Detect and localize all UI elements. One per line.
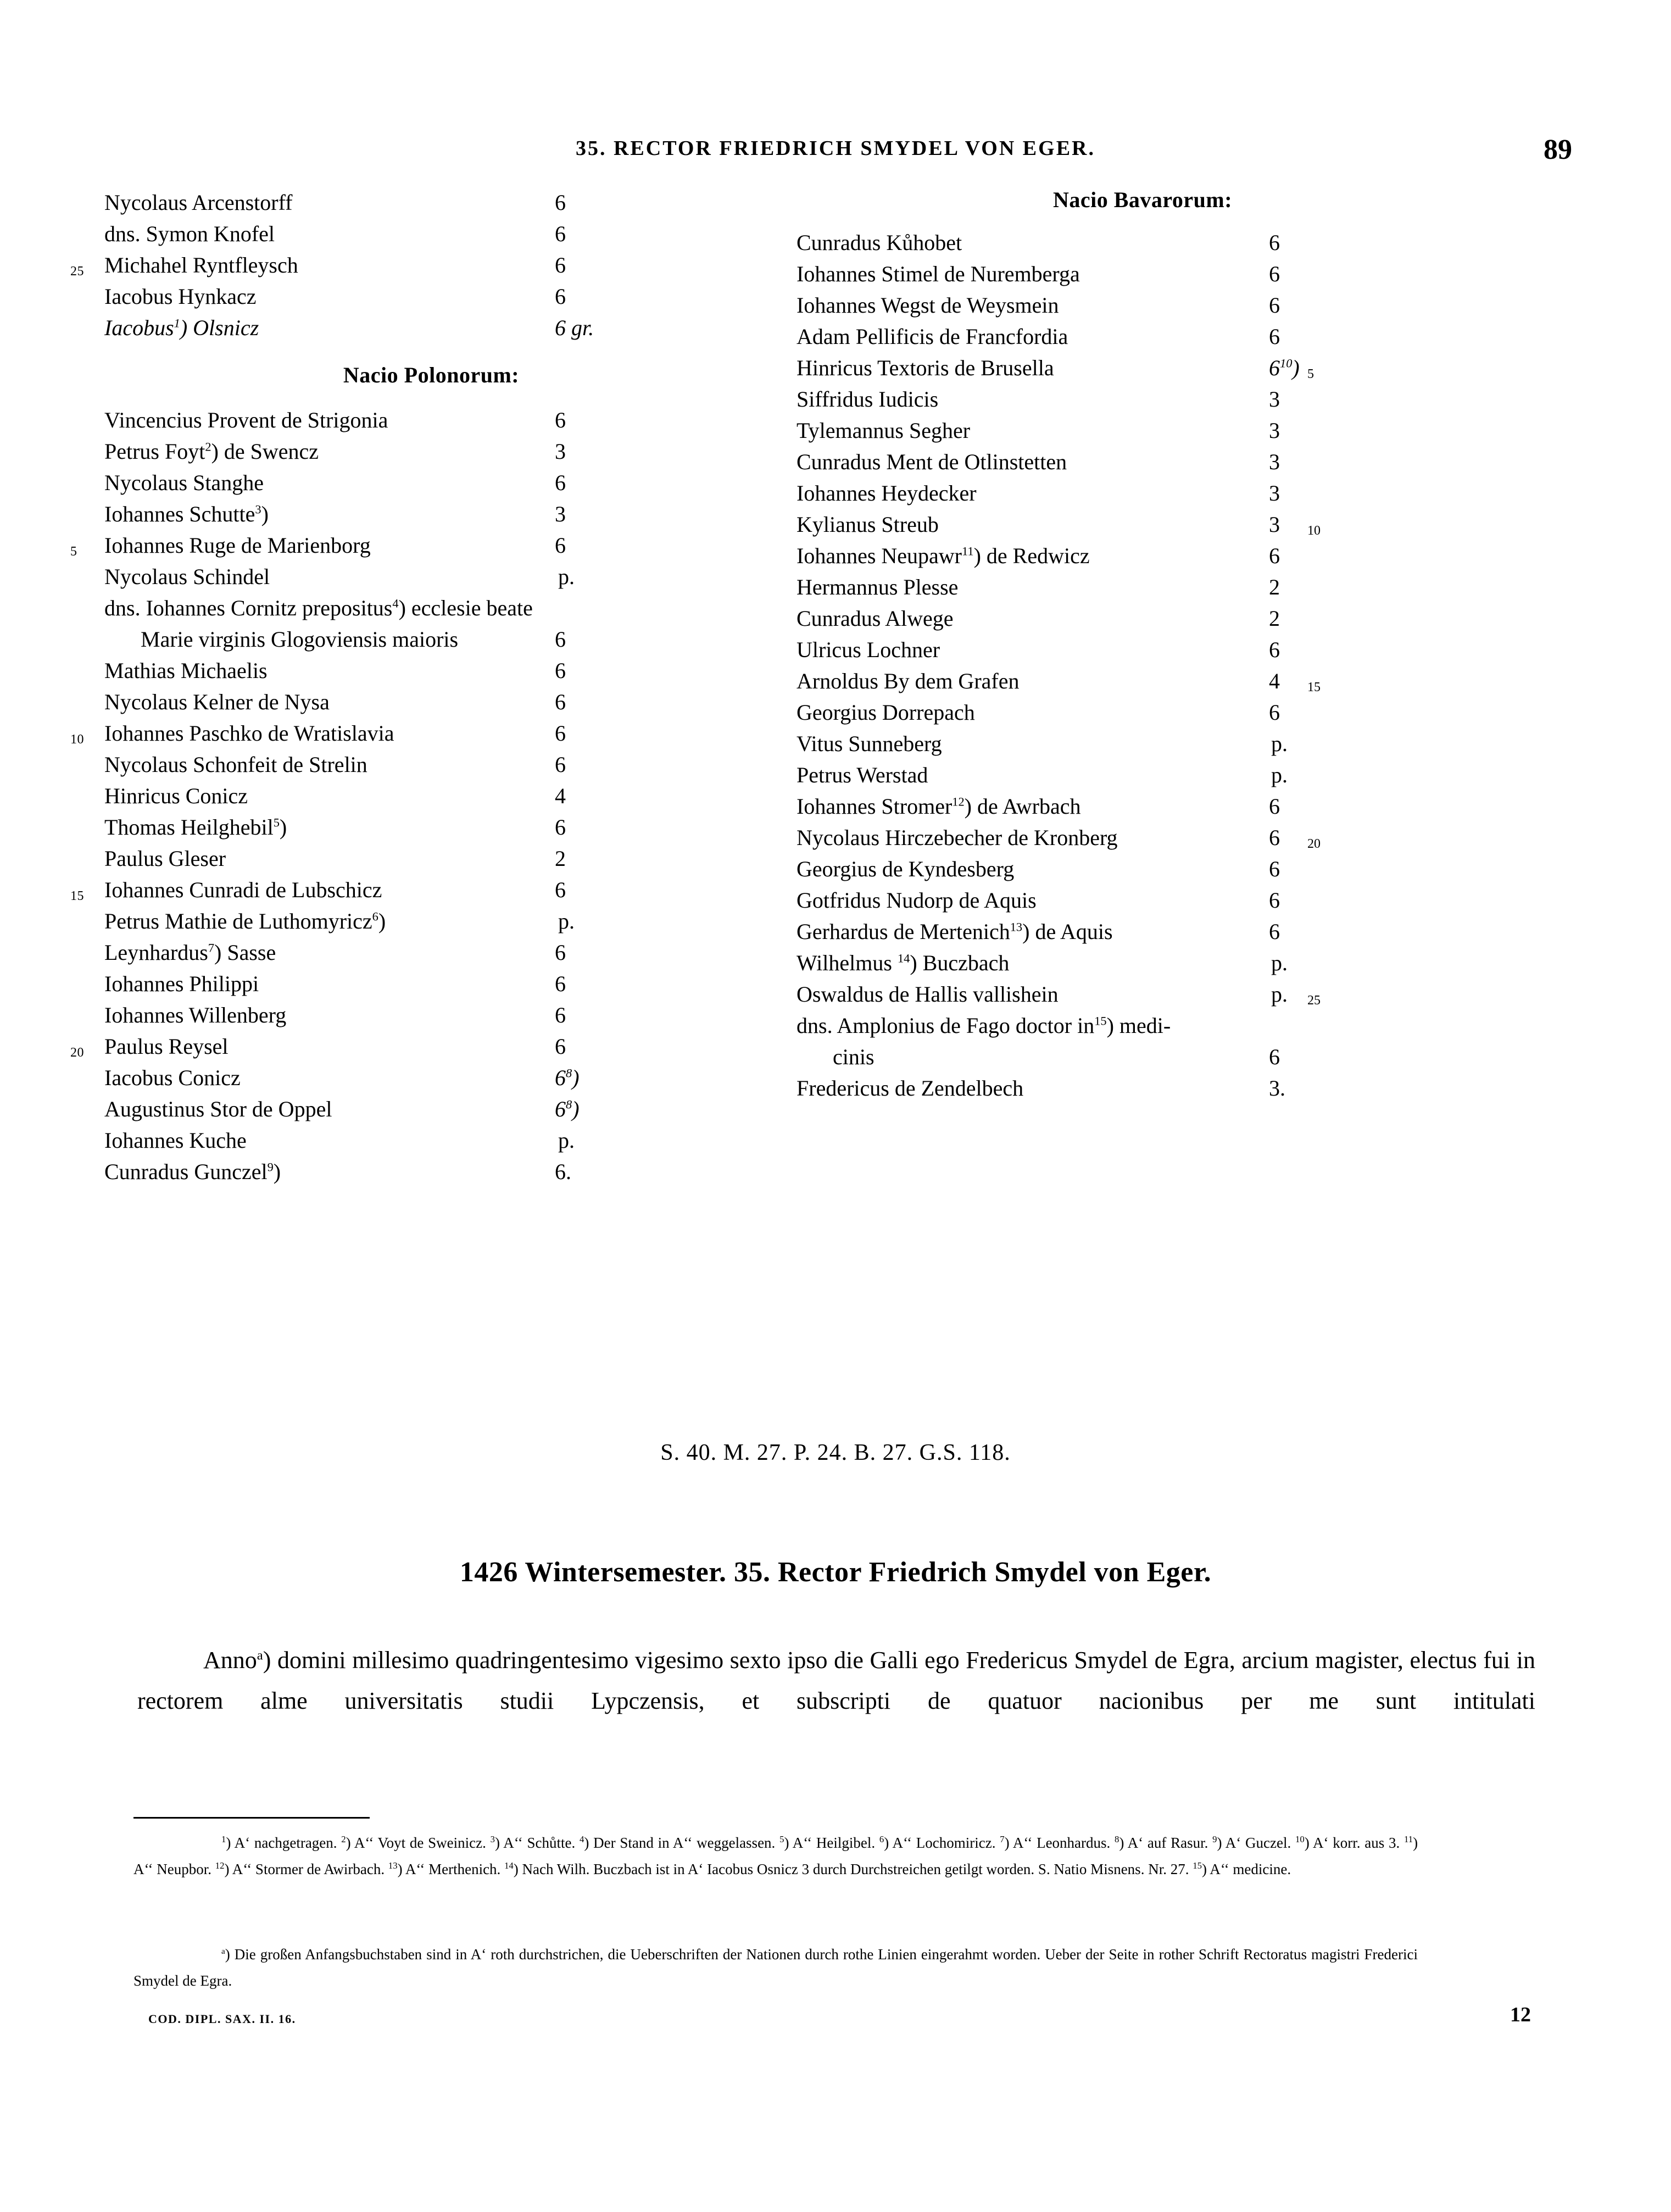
entry-name: Petrus Werstad bbox=[796, 763, 928, 787]
entry-name: Petrus Foyt$^2$) de Swencz bbox=[104, 439, 319, 464]
register-entry bbox=[796, 1010, 1489, 1041]
entry-name: Nycolaus Arcenstorff bbox=[104, 190, 293, 215]
register-entry bbox=[796, 258, 1489, 290]
entry-amount: 3 bbox=[1269, 449, 1280, 474]
register-entry bbox=[104, 1062, 758, 1093]
section-heading: 1426 Wintersemester. 35. Rector Friedrich Smydel von Eger. bbox=[459, 1557, 1212, 1588]
entry-amount: p. bbox=[1271, 982, 1288, 1007]
entry-name: Georgius Dorrepach bbox=[796, 700, 975, 725]
entry-name: dns. Symon Knofel bbox=[104, 221, 275, 246]
entry-amount: $6^8$) bbox=[555, 1097, 580, 1121]
entry-name: Iohannes Schutte$^3$) bbox=[104, 502, 269, 526]
entry-amount: $6^8$) bbox=[555, 1065, 580, 1090]
entry-line-number: 20 bbox=[1307, 837, 1321, 851]
entry-name: dns. Iohannes Cornitz prepositus$^4$) ecclesie beate bbox=[104, 596, 533, 620]
entry-name: Georgius de Kyndesberg bbox=[796, 857, 1015, 881]
entry-amount: 3 bbox=[555, 439, 566, 464]
right-column bbox=[796, 187, 1489, 1104]
register-entry bbox=[104, 968, 758, 999]
continued-entry-list bbox=[70, 187, 758, 343]
entry-amount: 3 bbox=[555, 502, 566, 526]
entry-name: Hinricus Conicz bbox=[104, 783, 248, 808]
register-entry bbox=[796, 697, 1489, 728]
entry-name: Iohannes Paschko de Wratislavia bbox=[104, 721, 394, 746]
entry-amount: 6. bbox=[555, 1159, 571, 1184]
register-entry bbox=[796, 446, 1489, 477]
entry-amount: 2 bbox=[555, 846, 566, 871]
entry-amount: 6 bbox=[555, 1034, 566, 1059]
entry-amount: p. bbox=[558, 564, 575, 589]
register-entry bbox=[796, 634, 1489, 665]
entry-amount: p. bbox=[558, 1128, 575, 1153]
register-entry bbox=[104, 218, 758, 249]
entry-line-number: 15 bbox=[70, 889, 84, 903]
entry-name: Hermannus Plesse bbox=[796, 575, 959, 599]
register-entry bbox=[104, 498, 758, 530]
entry-amount: 6 bbox=[555, 877, 566, 902]
entry-name: Augustinus Stor de Oppel bbox=[104, 1097, 332, 1121]
register-entry bbox=[104, 561, 758, 592]
register-entry bbox=[796, 477, 1489, 509]
entry-amount: 6 bbox=[1269, 230, 1280, 255]
entry-line-number: 25 bbox=[1307, 993, 1321, 1008]
register-entry bbox=[104, 624, 758, 655]
register-entry bbox=[796, 947, 1489, 979]
register-entry bbox=[796, 665, 1489, 697]
entry-name: Nycolaus Schonfeit de Strelin bbox=[104, 752, 367, 777]
entry-amount: 6 bbox=[1269, 324, 1280, 349]
register-entry bbox=[104, 780, 758, 812]
entry-amount: 6 bbox=[1269, 637, 1280, 662]
entry-amount: 6 bbox=[555, 221, 566, 246]
entry-name: Oswaldus de Hallis vallishein bbox=[796, 982, 1059, 1007]
entry-amount: 6 bbox=[555, 533, 566, 558]
entry-name: Wilhelmus $^{14}$) Buczbach bbox=[796, 951, 1010, 975]
entry-name: Iohannes Willenberg bbox=[104, 1003, 287, 1027]
entry-amount: 6 bbox=[555, 690, 566, 714]
entry-name: Vincencius Provent de Strigonia bbox=[104, 408, 388, 432]
entry-amount: 4 bbox=[1269, 669, 1280, 693]
register-entry bbox=[70, 874, 758, 905]
register-entry bbox=[104, 999, 758, 1031]
entry-name: Vitus Sunneberg bbox=[796, 731, 942, 756]
entry-amount: 6 bbox=[1269, 1044, 1280, 1069]
register-entry bbox=[796, 509, 1489, 540]
nation-totals-summary: S. 40. M. 27. P. 24. B. 27. G.S. 118. bbox=[660, 1440, 1011, 1465]
entry-name: Michahel Ryntfleysch bbox=[104, 253, 298, 277]
entry-amount: 6 bbox=[555, 408, 566, 432]
entry-amount: 6 bbox=[555, 721, 566, 746]
entry-amount: 6 bbox=[555, 470, 566, 495]
entry-name: Iacobus$^1$) Olsnicz bbox=[104, 315, 259, 340]
register-entry bbox=[104, 312, 758, 343]
register-entry bbox=[796, 415, 1489, 446]
register-entry bbox=[796, 822, 1489, 853]
register-entry bbox=[796, 916, 1489, 947]
register-entry bbox=[796, 540, 1489, 571]
entry-name: cinis bbox=[833, 1044, 875, 1069]
entry-line-number: 5 bbox=[1307, 367, 1314, 381]
entry-line-number: 20 bbox=[70, 1046, 84, 1060]
register-entry bbox=[796, 728, 1489, 759]
entry-amount: 6 bbox=[555, 940, 566, 965]
page-folio-number: 89 bbox=[1544, 134, 1572, 165]
register-entry bbox=[796, 321, 1489, 352]
register-entry bbox=[70, 530, 758, 561]
register-entry bbox=[796, 1041, 1489, 1072]
entry-name: Petrus Mathie de Luthomyricz$^6$) bbox=[104, 909, 386, 933]
entry-name: Fredericus de Zendelbech bbox=[796, 1076, 1024, 1101]
entry-name: Siffridus Iudicis bbox=[796, 387, 939, 412]
register-entry bbox=[104, 1093, 758, 1125]
sheet-number: 12 bbox=[1510, 2003, 1531, 2026]
entry-name: Cunradus Alwege bbox=[796, 606, 954, 631]
entry-name: Nycolaus Schindel bbox=[104, 564, 270, 589]
running-head bbox=[0, 136, 1671, 160]
register-entry bbox=[104, 937, 758, 968]
entry-name: Nycolaus Stanghe bbox=[104, 470, 264, 495]
entry-amount: p. bbox=[558, 909, 575, 933]
register-entry bbox=[70, 249, 758, 281]
entry-name: Gerhardus de Mertenich$^{13}$) de Aquis bbox=[796, 919, 1113, 944]
entry-amount: 6 bbox=[1269, 888, 1280, 913]
entry-name: Iohannes Neupawr$^{11}$) de Redwicz bbox=[796, 543, 1090, 568]
printer-signature-mark: COD. DIPL. SAX. II. 16. bbox=[148, 2012, 296, 2026]
register-entry bbox=[104, 749, 758, 780]
register-entry bbox=[104, 404, 758, 436]
entry-name: Nycolaus Kelner de Nysa bbox=[104, 690, 330, 714]
register-entry bbox=[796, 384, 1489, 415]
footnote-separator-rule bbox=[133, 1817, 370, 1819]
nacio-bavarorum-heading: Nacio Bavarorum: bbox=[1052, 187, 1233, 212]
entry-amount: 6 bbox=[555, 190, 566, 215]
running-head-title: 35. RECTOR FRIEDRICH SMYDEL VON EGER. bbox=[575, 137, 1096, 160]
entry-name: Mathias Michaelis bbox=[104, 658, 268, 683]
lettered-footnote bbox=[133, 1941, 1418, 1994]
register-entry bbox=[796, 791, 1489, 822]
entry-name: Iohannes Cunradi de Lubschicz bbox=[104, 877, 382, 902]
register-entry bbox=[104, 905, 758, 937]
register-entry bbox=[104, 655, 758, 686]
entry-amount: 6 bbox=[1269, 919, 1280, 944]
register-entry bbox=[104, 1125, 758, 1156]
entry-amount: 3 bbox=[1269, 481, 1280, 505]
entry-amount: 3 bbox=[1269, 512, 1280, 537]
register-entry bbox=[796, 352, 1489, 384]
entry-name: Iohannes Stimel de Nuremberga bbox=[796, 262, 1080, 286]
entry-name: Ulricus Lochner bbox=[796, 637, 940, 662]
entry-amount: p. bbox=[1271, 951, 1288, 975]
entry-name: Paulus Gleser bbox=[104, 846, 226, 871]
register-entry bbox=[796, 759, 1489, 791]
entry-name: Iohannes Wegst de Weysmein bbox=[796, 293, 1059, 318]
entry-amount: 6 bbox=[555, 971, 566, 996]
register-entry bbox=[104, 843, 758, 874]
entry-line-number: 5 bbox=[70, 544, 77, 559]
register-entry bbox=[796, 1072, 1489, 1104]
entry-amount: 3 bbox=[1269, 418, 1280, 443]
register-entry bbox=[796, 853, 1489, 885]
register-entry bbox=[70, 718, 758, 749]
entry-amount: 3 bbox=[1269, 387, 1280, 412]
entry-line-number: 10 bbox=[70, 732, 84, 747]
entry-amount: 6 bbox=[555, 1003, 566, 1027]
entry-line-number: 25 bbox=[70, 264, 84, 279]
entry-name: Iohannes Ruge de Marienborg bbox=[104, 533, 371, 558]
entry-name: Arnoldus By dem Grafen bbox=[796, 669, 1020, 693]
register-entry bbox=[104, 436, 758, 467]
entry-amount: 6 bbox=[1269, 825, 1280, 850]
register-entry bbox=[104, 592, 758, 624]
register-entry bbox=[796, 603, 1489, 634]
entry-amount: 6 bbox=[555, 627, 566, 652]
entry-amount: 3. bbox=[1269, 1076, 1285, 1101]
register-entry bbox=[104, 467, 758, 498]
lettered-footnote-text: $^a$) Die großen Anfangsbuchstaben sind in A‘ roth durchstrichen, die Ueberschriften der Nationen durch rothe Linien eingerahmt worden. Ueber der Seite in rother Schrift Rectoratus magistri Frederici Smydel de Egra. bbox=[133, 1946, 1418, 1989]
entry-name: Cunradus Gunczel$^9$) bbox=[104, 1159, 281, 1184]
entry-name: Iacobus Hynkacz bbox=[104, 284, 257, 309]
entry-line-number: 15 bbox=[1307, 680, 1321, 694]
entry-amount: p. bbox=[1271, 763, 1288, 787]
entry-amount: 6 bbox=[555, 752, 566, 777]
entry-amount: 6 bbox=[555, 284, 566, 309]
entry-amount: 2 bbox=[1269, 575, 1280, 599]
entry-name: Kylianus Streub bbox=[796, 512, 939, 537]
entry-name: Iohannes Stromer$^{12}$) de Awrbach bbox=[796, 794, 1081, 819]
entry-name: Hinricus Textoris de Brusella bbox=[796, 355, 1054, 380]
numbered-footnotes bbox=[133, 1830, 1418, 1882]
register-entry bbox=[104, 812, 758, 843]
polonorum-entry-list bbox=[70, 404, 758, 1187]
entry-name: Nycolaus Hirczebecher de Kronberg bbox=[796, 825, 1118, 850]
entry-name: dns. Amplonius de Fago doctor $in^{15}$) medi- bbox=[796, 1013, 1171, 1038]
entry-name: Thomas Heilghebil$^5$) bbox=[104, 815, 287, 840]
entry-amount: 6 bbox=[555, 658, 566, 683]
entry-name: Iohannes Heydecker bbox=[796, 481, 977, 505]
entry-amount: 6 bbox=[1269, 293, 1280, 318]
left-column bbox=[70, 187, 758, 1187]
entry-name: Iohannes Kuche bbox=[104, 1128, 247, 1153]
register-entry bbox=[104, 686, 758, 718]
register-entry bbox=[796, 571, 1489, 603]
body-paragraph: Anno$^a$) domini millesimo quadringentesimo vigesimo sexto ipso die Galli ego Fredericus Smydel de Egra, arcium magister, electus fui in rectorem alme universitatis studii Lypczensis, et subscripti de quatuor nacionibus per me sunt intitulati bbox=[137, 1647, 1535, 1714]
entry-amount: 6 bbox=[1269, 700, 1280, 725]
register-entry bbox=[104, 1156, 758, 1187]
bavarorum-entry-list bbox=[796, 227, 1489, 1104]
entry-amount: 6 bbox=[555, 815, 566, 840]
entry-amount: 6 bbox=[1269, 262, 1280, 286]
entry-name: Iohannes Philippi bbox=[104, 971, 259, 996]
entry-amount: 6 gr. bbox=[555, 315, 594, 340]
entry-amount: 6 bbox=[555, 253, 566, 277]
entry-name: Adam Pellificis de Francfordia bbox=[796, 324, 1068, 349]
register-entry bbox=[796, 979, 1489, 1010]
entry-name: Gotfridus Nudorp de Aquis bbox=[796, 888, 1037, 913]
entry-amount: 6 bbox=[1269, 794, 1280, 819]
entry-amount: 6 bbox=[1269, 857, 1280, 881]
entry-amount: p. bbox=[1271, 731, 1288, 756]
register-entry bbox=[796, 290, 1489, 321]
register-entry bbox=[796, 885, 1489, 916]
entry-name: Leynhardus$^7$) Sasse bbox=[104, 940, 276, 965]
register-entry bbox=[104, 187, 758, 218]
entry-name: Marie virginis Glogoviensis maioris bbox=[141, 627, 459, 652]
register-entry bbox=[70, 1031, 758, 1062]
nacio-polonorum-heading: Nacio Polonorum: bbox=[343, 363, 520, 387]
entry-amount: $6^{10}$) bbox=[1269, 355, 1300, 380]
register-entry bbox=[104, 281, 758, 312]
numbered-footnotes-text: $^1$) A‘ nachgetragen. $^2$) A‘‘ Voyt de Sweinicz. $^3$) A‘‘ Schůtte. $^4$) Der Stand in A‘‘ weggelassen. $^5$) A‘‘ Heilgibel. $^6$) A‘‘ Lochomiricz. $^7$) A‘‘ Leonhardus. $^8$) A‘ auf Rasur. $^9$) A‘ Guczel. $^{10}$) A‘ korr. aus 3. $^{11}$) A‘‘ Neupbor. $^{12}$) A‘‘ Stormer de Awirbach. $^{13}$) A‘‘ Merthenich. $^{14}$) Nach Wilh. Buczbach ist in A‘ Iacobus Osnicz 3 durch Durchstreichen getilgt worden. S. Natio Misnens. Nr. 27. $^{15}$) A‘‘ medicine. bbox=[133, 1834, 1418, 1877]
entry-name: Iacobus Conicz bbox=[104, 1065, 241, 1090]
entry-name: Tylemannus Segher bbox=[796, 418, 971, 443]
entry-amount: 6 bbox=[1269, 543, 1280, 568]
entry-amount: 4 bbox=[555, 783, 566, 808]
entry-name: Paulus Reysel bbox=[104, 1034, 229, 1059]
entry-name: Cunradus Kůhobet bbox=[796, 230, 962, 255]
entry-line-number: 10 bbox=[1307, 524, 1321, 538]
entry-amount: 2 bbox=[1269, 606, 1280, 631]
register-entry bbox=[796, 227, 1489, 258]
entry-name: Cunradus Ment de Otlinstetten bbox=[796, 449, 1067, 474]
